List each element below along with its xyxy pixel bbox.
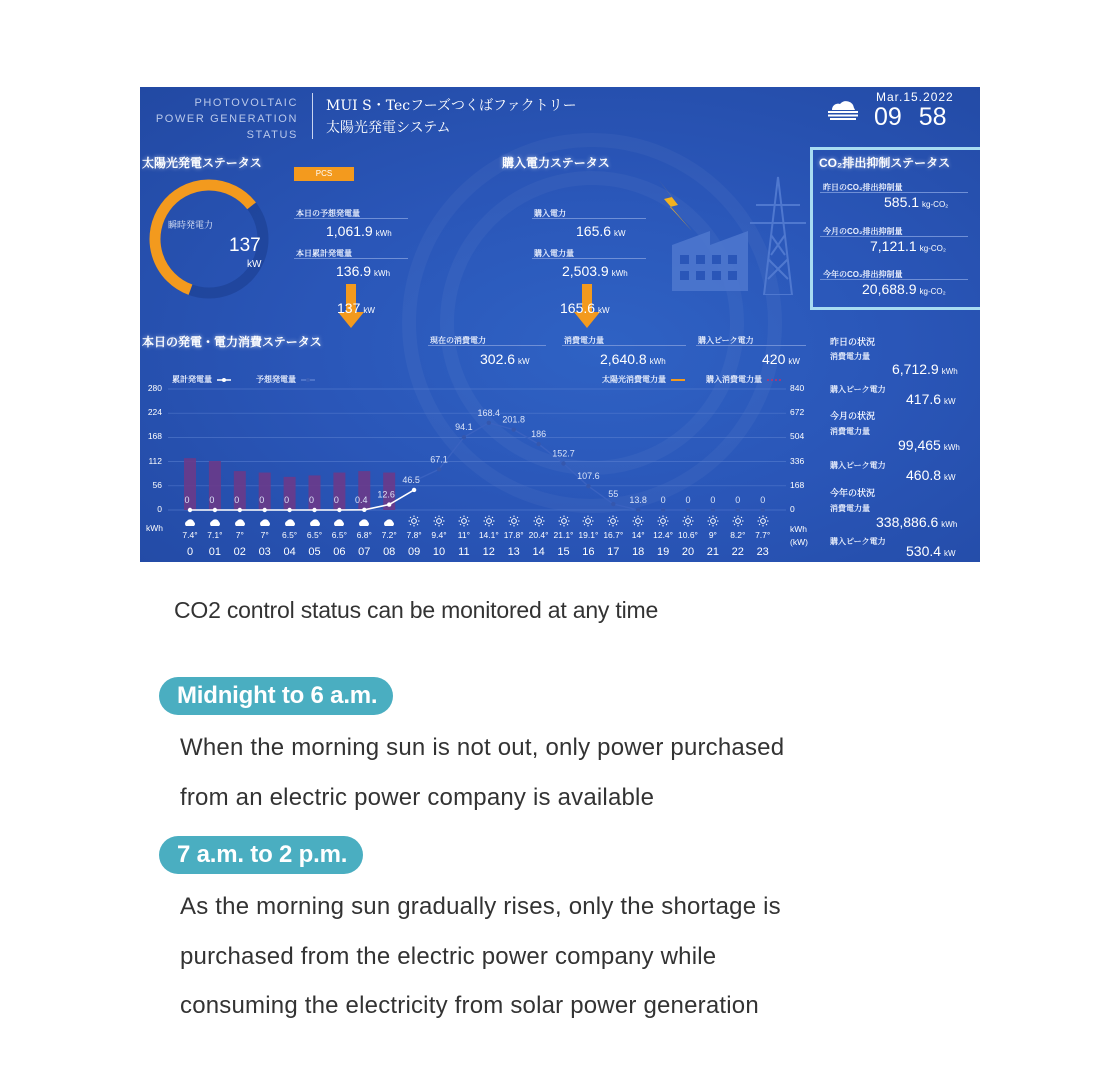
data-label: 0 <box>760 495 766 505</box>
data-label: 94.1 <box>455 422 473 433</box>
yesterday-consumption-label: 消費電力量 <box>830 352 870 361</box>
temperature-label: 7° <box>260 530 269 540</box>
forecast-point <box>661 508 665 512</box>
dashboard-screenshot <box>140 87 980 562</box>
hour-label: 21 <box>706 546 720 558</box>
clock-minute: 58 <box>918 103 947 131</box>
peak-power-value: 420 kW <box>762 351 800 367</box>
temperature-label: 6.8° <box>356 530 372 540</box>
data-label: 107.6 <box>577 471 600 482</box>
temperature-label: 14° <box>631 530 645 540</box>
year-consumption-value: 338,886.6 kWh <box>876 514 958 530</box>
right-axis-unit: kWh <box>790 524 807 534</box>
right-axis-tick: 504 <box>790 431 805 441</box>
solar-status-title: 太陽光発電ステータス <box>142 156 262 170</box>
temperature-label: 14.1° <box>478 530 499 540</box>
yesterday-peak-value: 417.6 kW <box>906 391 956 407</box>
co2-year-value: 20,688.9 kg-CO₂ <box>862 281 946 297</box>
system-name: MUI S・Tecフーズつくばファクトリー 太陽光発電システム <box>326 98 577 136</box>
hour-label: 04 <box>283 546 296 558</box>
data-label: 201.8 <box>502 414 525 425</box>
co2-month-value: 7,121.1 kg-CO₂ <box>870 238 946 254</box>
data-label: 46.5 <box>402 474 420 485</box>
temperature-label: 11° <box>457 530 470 540</box>
left-axis-tick: 224 <box>147 407 162 417</box>
temperature-label: 7° <box>235 530 244 540</box>
gauge-label: 瞬時発電力 <box>168 220 214 230</box>
temperature-label: 6.5° <box>331 530 347 540</box>
hour-label: 20 <box>681 546 695 558</box>
yesterday-consumption-value: 6,712.9 kWh <box>892 361 958 377</box>
forecast-label: 本日の予想発電量 <box>296 209 360 218</box>
hour-label: 15 <box>557 546 570 558</box>
purchase-power-value: 165.6 kW <box>576 223 626 239</box>
data-label: 13.8 <box>629 495 647 505</box>
data-label: 0 <box>234 495 240 505</box>
legend-cumulative: 累計発電量 <box>172 374 231 385</box>
hour-label: 13 <box>507 546 520 558</box>
temperature-label: 21.1° <box>553 530 574 540</box>
data-label: 67.1 <box>430 454 448 465</box>
purchase-amount-value: 2,503.9 kWh <box>562 263 628 279</box>
co2-year-label: 今年のCO₂排出抑制量 <box>823 270 903 279</box>
data-label: 0 <box>333 495 339 505</box>
section1-text: When the morning sun is not out, only power purchased from an electric power company is available <box>180 734 785 811</box>
temperature-label: 6.5° <box>306 530 323 540</box>
current-consumption-label: 現在の消費電力 <box>430 336 486 345</box>
hour-label: 22 <box>731 546 744 558</box>
section-label-midnight: Midnight to 6 a.m. <box>159 677 393 715</box>
temperature-label: 20.4° <box>528 530 549 540</box>
cumulative-point <box>263 508 267 512</box>
purchase-power-label: 購入電力 <box>534 209 566 218</box>
data-label: 0 <box>184 495 190 505</box>
consumption-bar <box>284 477 296 510</box>
year-consumption-label: 消費電力量 <box>830 504 870 513</box>
data-label: 12.6 <box>377 489 395 500</box>
temperature-label: 10.6° <box>678 530 698 540</box>
data-label: 0.4 <box>355 494 368 505</box>
left-axis-tick: 280 <box>147 383 162 393</box>
hour-label: 06 <box>333 546 346 558</box>
month-peak-label: 購入ピーク電力 <box>830 461 886 470</box>
data-label: 0 <box>710 495 716 505</box>
cumulative-point <box>188 508 192 512</box>
hour-label: 07 <box>358 546 371 558</box>
forecast-point <box>611 502 615 506</box>
cumulative-point <box>362 508 366 512</box>
hour-label: 05 <box>308 546 321 558</box>
hour-label: 18 <box>632 546 645 558</box>
year-peak-label: 購入ピーク電力 <box>830 537 886 546</box>
forecast-point <box>586 484 590 488</box>
year-title: 今年の状況 <box>830 488 876 498</box>
hour-row <box>140 546 980 560</box>
temperature-label: 16.7° <box>603 530 624 540</box>
data-label: 0 <box>308 495 315 505</box>
cumulative-point <box>312 508 316 512</box>
legend-purchase-consumption: 購入消費電力量 <box>706 375 762 384</box>
hour-label: 19 <box>656 546 670 558</box>
cumulative-point <box>287 508 291 512</box>
data-label: 152.7 <box>552 448 575 459</box>
co2-yesterday-value: 585.1 kg-CO₂ <box>884 194 949 210</box>
temperature-label: 9° <box>708 530 717 540</box>
brand-title: PHOTOVOLTAIC POWER GENERATION STATUS <box>155 97 298 141</box>
purchase-status-title: 購入電力ステータス <box>502 156 610 170</box>
purchase-amount-label: 購入電力量 <box>534 249 574 258</box>
hour-label: 11 <box>458 546 470 558</box>
hour-label: 08 <box>383 546 396 558</box>
cumulative-point <box>387 502 391 506</box>
data-label: 55 <box>608 489 619 500</box>
right-axis-tick: 672 <box>790 407 805 417</box>
data-label: 168.4 <box>477 407 501 418</box>
consumption-amount-value: 2,640.8 kWh <box>600 351 666 367</box>
hour-label: 23 <box>756 546 769 558</box>
forecast-point <box>487 421 491 425</box>
temperature-label: 19.1° <box>578 530 599 540</box>
hour-label: 02 <box>233 546 246 558</box>
hour-label: 17 <box>607 546 620 558</box>
left-axis-tick: 168 <box>147 431 162 441</box>
left-axis-tick: 0 <box>157 504 162 514</box>
gauge-value: 137 <box>229 235 261 256</box>
right-axis-tick: 336 <box>790 456 805 466</box>
peak-power-label: 購入ピーク電力 <box>698 336 754 345</box>
temperature-label: 8.2° <box>730 530 746 540</box>
consumption-amount-label: 消費電力量 <box>564 336 604 345</box>
month-title: 今月の状況 <box>830 411 876 421</box>
hour-label: 14 <box>532 546 545 558</box>
right-axis-tick: 0 <box>790 504 795 514</box>
left-axis-tick: 112 <box>148 456 162 466</box>
forecast-point <box>462 435 466 439</box>
purchase-flow-value: 165.6 kW <box>560 300 610 316</box>
hour-label: 03 <box>258 546 271 558</box>
temperature-label: 7.2° <box>381 530 397 540</box>
forecast-point <box>761 508 765 512</box>
temperature-label: 7.1° <box>207 530 223 540</box>
data-label: 186 <box>531 429 547 440</box>
data-label: 0 <box>284 495 290 505</box>
forecast-point <box>736 508 740 512</box>
section-label-morning: 7 a.m. to 2 p.m. <box>159 836 363 874</box>
co2-month-label: 今月のCO₂排出抑制量 <box>823 227 903 236</box>
data-label: 0 <box>735 495 741 505</box>
month-consumption-value: 99,465 kWh <box>898 437 960 453</box>
section2-text: As the morning sun gradually rises, only the shortage is purchased from the electric power company while consuming the electricity from solar power generation <box>180 893 781 1019</box>
today-status-title: 本日の発電・電力消費ステータス <box>142 335 322 349</box>
cumulative-point <box>412 488 416 492</box>
right-axis-tick: 840 <box>790 383 805 393</box>
temperature-label: 17.8° <box>503 530 524 540</box>
forecast-value: 1,061.9 kWh <box>326 223 392 239</box>
temperature-label: 7.7° <box>755 530 771 540</box>
co2-status-title: CO₂排出抑制ステータス <box>819 156 951 170</box>
weather-row <box>140 514 980 528</box>
clock-hour: 09 <box>874 103 902 131</box>
forecast-point <box>512 427 516 431</box>
month-consumption-label: 消費電力量 <box>830 427 870 436</box>
current-consumption-value: 302.6 kW <box>480 351 530 367</box>
data-label: 0 <box>209 495 215 505</box>
right-axis-tick: 168 <box>790 480 805 490</box>
hour-label: 01 <box>208 546 222 558</box>
hour-label: 0 <box>186 546 194 558</box>
right-axis-unit: (kW) <box>790 537 808 547</box>
hour-label: 10 <box>432 546 446 558</box>
temperature-label: 7.8° <box>406 530 422 540</box>
temperature-label: 9.4° <box>431 530 447 540</box>
legend-solar-consumption: 太陽光消費電力量 <box>602 375 666 384</box>
data-label: 0 <box>259 495 265 505</box>
data-label: 0 <box>660 495 666 505</box>
cumulative-point <box>213 508 217 512</box>
forecast-point <box>561 461 565 465</box>
left-axis-tick: 56 <box>152 480 162 490</box>
forecast-point <box>711 508 715 512</box>
temperature-label: 6.5° <box>281 530 298 540</box>
gauge-unit: kW <box>247 259 262 270</box>
legend-forecast: 予想発電量 <box>256 374 315 385</box>
temperature-label: 7.4° <box>182 530 198 540</box>
month-peak-value: 460.8 kW <box>906 467 956 483</box>
forecast-point <box>686 508 690 512</box>
left-axis-unit: kWh <box>146 523 163 533</box>
yesterday-peak-label: 購入ピーク電力 <box>830 385 886 394</box>
caption: CO2 control status can be monitored at any time <box>174 597 659 623</box>
year-peak-value: 530.4 kW <box>906 543 956 559</box>
co2-yesterday-label: 昨日のCO₂排出抑制量 <box>823 183 903 192</box>
cumulative-value: 136.9 kWh <box>336 263 391 279</box>
forecast-point <box>636 508 640 512</box>
cumulative-point <box>238 508 242 512</box>
hour-label: 09 <box>407 546 421 558</box>
yesterday-title: 昨日の状況 <box>830 337 876 347</box>
forecast-point <box>437 467 441 471</box>
forecast-point <box>536 442 540 446</box>
cumulative-label: 本日累計発電量 <box>296 249 352 258</box>
date-display: Mar.15.2022 <box>876 90 954 104</box>
hour-label: 12 <box>482 546 495 558</box>
hour-label: 16 <box>582 546 595 558</box>
temperature-label: 12.4° <box>653 530 674 540</box>
data-label: 0 <box>685 495 691 505</box>
pcs-badge: PCS <box>294 167 354 181</box>
solar-flow-value: 137 kW <box>337 300 375 316</box>
cumulative-point <box>337 508 341 512</box>
